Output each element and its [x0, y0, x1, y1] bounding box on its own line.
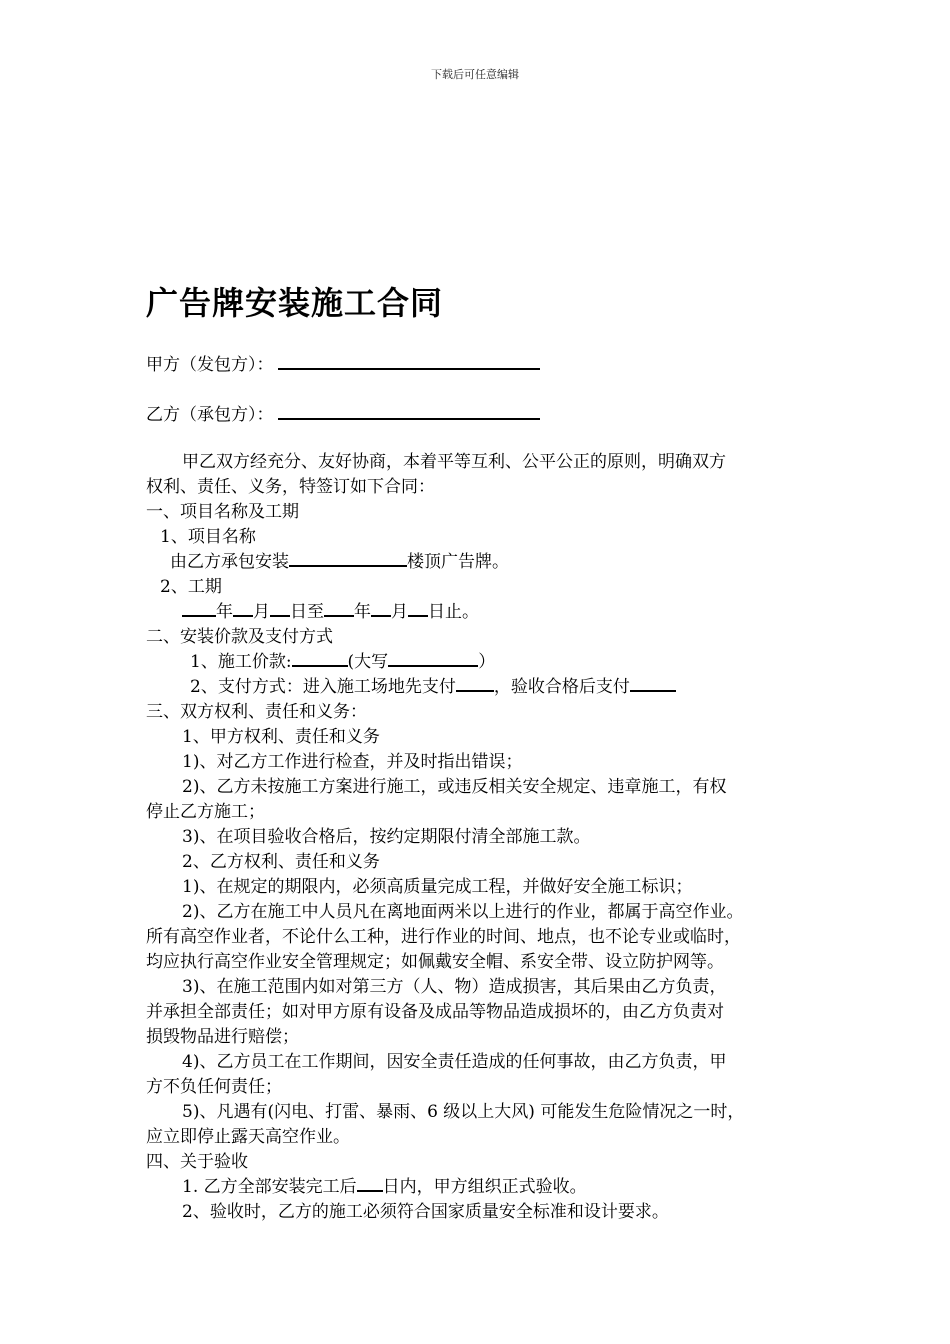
party-a-line: [146, 350, 540, 375]
clause-3-2-4: 4)、乙方员工在工作期间，因安全责任造成的任何事故，由乙方负责，甲: [182, 1052, 727, 1072]
date-unit: 月: [253, 602, 270, 622]
clause-3-2-5: 5)、凡遇有(闪电、打雷、暴雨、6 级以上大风) 可能发生危险情况之一时，: [182, 1102, 745, 1122]
project-suffix: 楼顶广告牌。: [407, 552, 509, 572]
section-1-1-text: [146, 550, 814, 575]
date-unit: 日止。: [428, 602, 479, 622]
price-capital-label: (大写: [347, 652, 389, 672]
start-year-blank[interactable]: [182, 600, 216, 617]
end-year-blank[interactable]: [324, 600, 354, 617]
section-1-1-heading: 1、项目名称: [160, 527, 256, 547]
start-month-blank[interactable]: [233, 600, 253, 617]
contract-body: [146, 450, 814, 1225]
party-a-blank[interactable]: [278, 356, 540, 370]
price-close: ）: [478, 652, 496, 672]
project-name-blank[interactable]: [289, 550, 407, 567]
start-day-blank[interactable]: [270, 600, 290, 617]
price-capital-blank[interactable]: [388, 650, 478, 667]
section-1-heading: 一、项目名称及工期: [146, 502, 299, 522]
clause-3-2-2-cont: 均应执行高空作业安全管理规定；如佩戴安全帽、系安全带、设立防护网等。: [146, 952, 724, 972]
payment-line: [146, 675, 814, 700]
page-header: 下载后可任意编辑: [431, 68, 519, 81]
section-1-2-heading: 2、工期: [160, 577, 222, 597]
clause-3-1-2: 2)、乙方未按施工方案进行施工，或违反相关安全规定、违章施工，有权: [182, 777, 727, 797]
project-prefix: 由乙方承包安装: [170, 552, 289, 572]
intro-line-2: 权利、责任、义务，特签订如下合同：: [146, 477, 435, 497]
party-b-line: [146, 400, 540, 425]
price-blank[interactable]: [292, 650, 348, 667]
clause-3-2-5-cont: 应立即停止露天高空作业。: [146, 1127, 350, 1147]
acceptance-days-blank[interactable]: [357, 1175, 383, 1192]
clause-3-1-3: 3)、在项目验收合格后，按约定期限付清全部施工款。: [182, 827, 591, 847]
payment-label-b: ，验收合格后支付: [493, 677, 630, 697]
clause-4-1: [146, 1175, 814, 1200]
final-payment-blank[interactable]: [630, 675, 676, 692]
party-b-blank[interactable]: [278, 406, 540, 420]
date-unit: 日至: [290, 602, 324, 622]
end-month-blank[interactable]: [371, 600, 391, 617]
payment-label-a: 2、支付方式：进入施工场地先支付: [190, 677, 456, 697]
clause-3-2-4-cont: 方不负任何责任；: [146, 1077, 282, 1097]
section-3-1-heading: 1、甲方权利、责任和义务: [182, 727, 380, 747]
advance-payment-blank[interactable]: [456, 675, 494, 692]
section-2-heading: 二、安装价款及支付方式: [146, 627, 333, 647]
price-label: 1、施工价款:: [190, 652, 292, 672]
date-unit: 年: [354, 602, 371, 622]
intro-line-1: 甲乙双方经充分、友好协商，本着平等互利、公平公正的原则，明确双方: [182, 452, 726, 472]
section-3-2-heading: 2、乙方权利、责任和义务: [182, 852, 380, 872]
clause-3-2-2-cont: 所有高空作业者，不论什么工种，进行作业的时间、地点，也不论专业或临时，: [146, 927, 741, 947]
party-a-label: 甲方（发包方）：: [146, 355, 274, 375]
section-4-heading: 四、关于验收: [146, 1152, 248, 1172]
date-unit: 月: [391, 602, 408, 622]
end-day-blank[interactable]: [408, 600, 428, 617]
clause-3-2-3: 3)、在施工范围内如对第三方（人、物）造成损害，其后果由乙方负责，: [182, 977, 727, 997]
clause-4-2: 2、验收时，乙方的施工必须符合国家质量安全标准和设计要求。: [182, 1202, 669, 1222]
schedule-line: [146, 600, 814, 625]
acceptance-suffix: 日内，甲方组织正式验收。: [382, 1177, 587, 1197]
acceptance-prefix: 1. 乙方全部安装完工后: [182, 1177, 357, 1197]
section-3-heading: 三、双方权利、责任和义务：: [146, 702, 367, 722]
clause-3-2-3-cont: 损毁物品进行赔偿；: [146, 1027, 299, 1047]
party-b-label: 乙方（承包方）：: [146, 405, 274, 425]
clause-3-1-2-cont: 停止乙方施工；: [146, 802, 265, 822]
clause-3-1-1: 1)、对乙方工作进行检查，并及时指出错误；: [182, 752, 523, 772]
clause-3-2-1: 1)、在规定的期限内，必须高质量完成工程，并做好安全施工标识；: [182, 877, 693, 897]
clause-3-2-3-cont: 并承担全部责任；如对甲方原有设备及成品等物品造成损坏的，由乙方负责对: [146, 1002, 724, 1022]
document-title: 广告牌安装施工合同: [146, 284, 444, 322]
price-line: [146, 650, 814, 675]
clause-3-2-2: 2)、乙方在施工中人员凡在离地面两米以上进行的作业，都属于高空作业。: [182, 902, 744, 922]
date-unit: 年: [216, 602, 233, 622]
